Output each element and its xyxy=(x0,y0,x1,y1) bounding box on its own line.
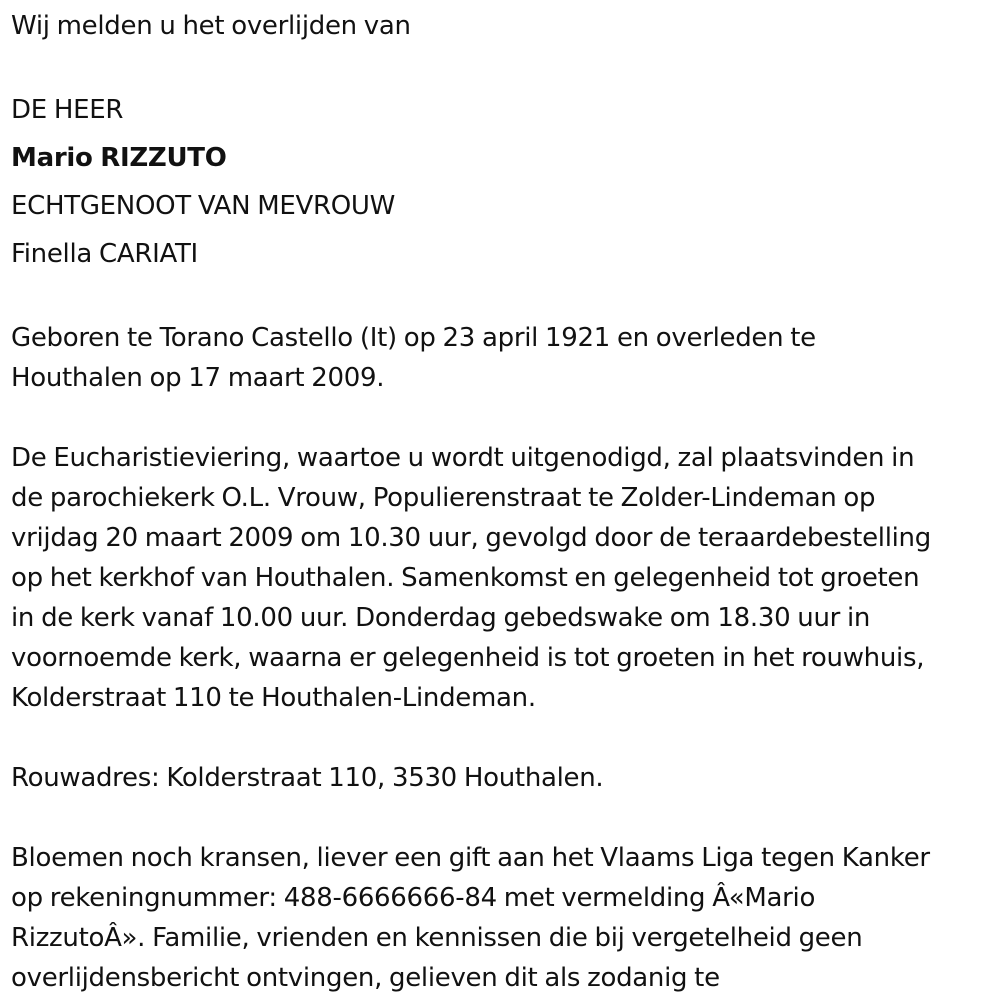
flowers-line: Bloemen noch kransen, liever een gift aan het Vlaams Liga tegen Kanker xyxy=(11,843,930,873)
spouse-label: ECHTGENOOT VAN MEVROUW xyxy=(11,191,396,221)
ceremony-line: voornoemde kerk, waarna er gelegenheid is tot groeten in het rouwhuis, xyxy=(11,643,925,673)
spacer xyxy=(11,718,996,758)
intro-text: Wij melden u het overlijden van xyxy=(11,11,411,41)
spacer xyxy=(11,398,996,438)
flowers-line: overlijdensbericht ontvingen, gelieven dit als zodanig te xyxy=(11,963,720,993)
spacer xyxy=(11,278,996,318)
spouse-name: Finella CARIATI xyxy=(11,239,198,269)
ceremony-line: in de kerk vanaf 10.00 uur. Donderdag gebedswake om 18.30 uur in xyxy=(11,603,871,633)
title-line: DE HEER xyxy=(11,95,124,125)
spacer xyxy=(11,798,996,838)
obituary-document xyxy=(11,6,996,998)
ceremony-line: De Eucharistieviering, waartoe u wordt uitgenodigd, zal plaatsvinden in xyxy=(11,443,915,473)
birth-death-line: Houthalen op 17 maart 2009. xyxy=(11,363,385,393)
ceremony-line: de parochiekerk O.L. Vrouw, Populierenstraat te Zolder-Lindeman op xyxy=(11,483,876,513)
ceremony-line: vrijdag 20 maart 2009 om 10.30 uur, gevolgd door de teraardebestelling xyxy=(11,523,931,553)
spacer xyxy=(11,46,996,86)
ceremony-line: Kolderstraat 110 te Houthalen-Lindeman. xyxy=(11,683,536,713)
ceremony-line: op het kerkhof van Houthalen. Samenkomst en gelegenheid tot groeten xyxy=(11,563,920,593)
birth-death-line: Geboren te Torano Castello (It) op 23 april 1921 en overleden te xyxy=(11,323,816,353)
address-line: Rouwadres: Kolderstraat 110, 3530 Houthalen. xyxy=(11,763,604,793)
deceased-name: Mario RIZZUTO xyxy=(11,143,227,173)
flowers-line: RizzutoÂ». Familie, vrienden en kennissen die bij vergetelheid geen xyxy=(11,923,863,953)
flowers-line: op rekeningnummer: 488-6666666-84 met vermelding Â«Mario xyxy=(11,883,816,913)
